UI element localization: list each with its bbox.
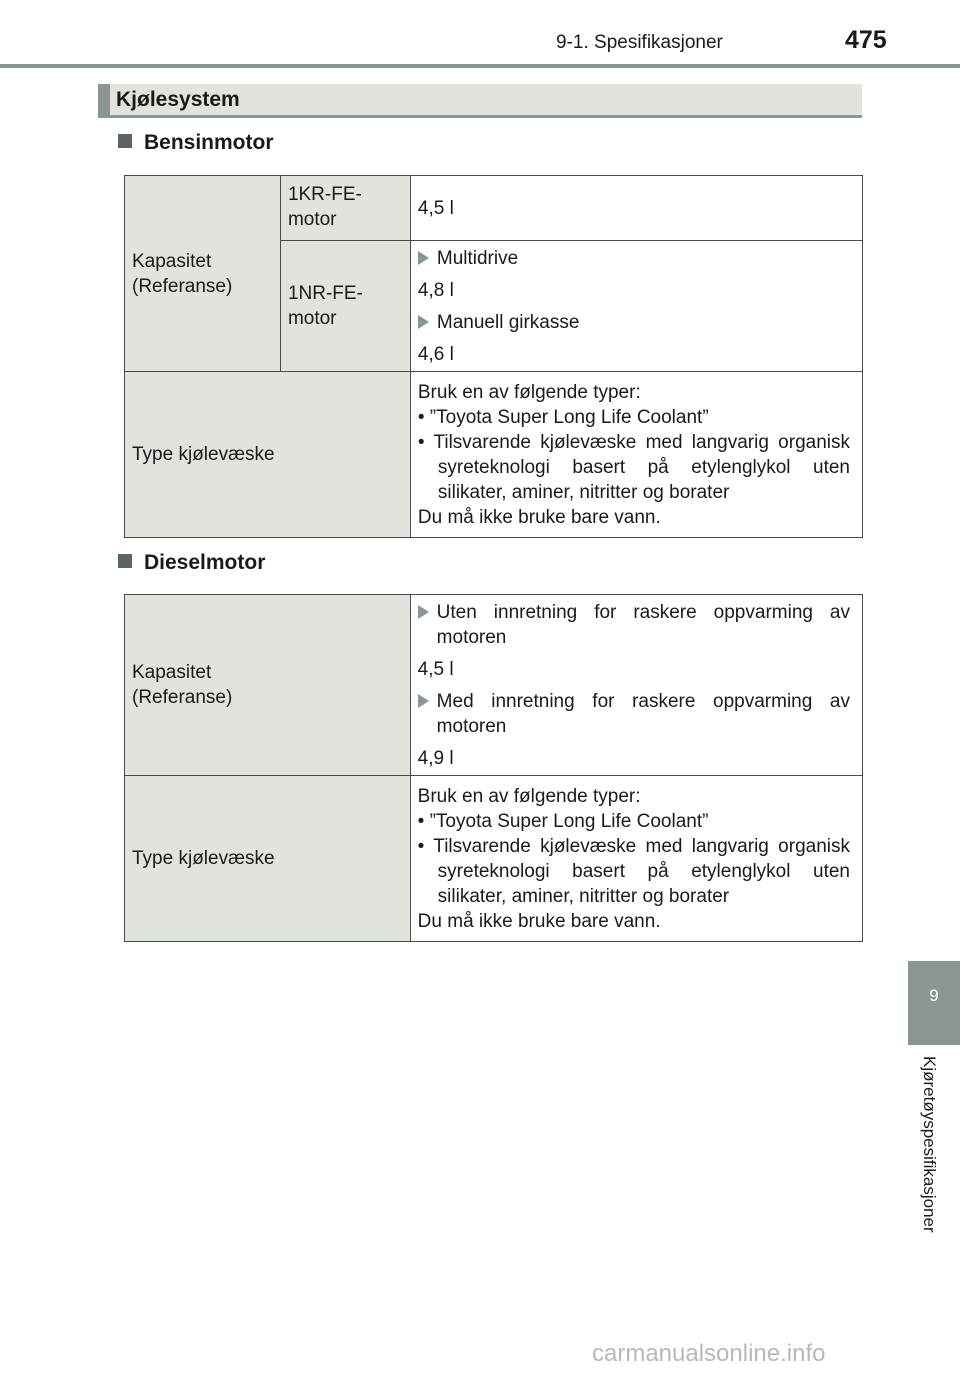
triangle-bullet-icon [418,694,429,708]
square-bullet-icon [118,554,132,568]
diesel-option-2 [418,689,850,739]
diesel-spec-table [124,594,863,942]
petrol-engine-2-text: 1NR-FE-motor [287,283,363,329]
petrol-type-values [410,372,862,538]
petrol-option-2 [418,310,850,335]
petrol-engine-2-values [410,241,862,372]
petrol-spec-table [124,175,863,538]
diesel-capacity-label-text: Kapasitet (Referanse) [132,662,233,708]
petrol-engine-1-value: 4,5 l [410,176,862,241]
diesel-type-note: Du må ikke bruke bare vann. [417,910,661,932]
header-divider [0,64,960,68]
watermark-text: carmanualsonline.info [592,1340,826,1367]
petrol-engine-1-label [280,176,410,241]
petrol-option-2-text: Manuell girkasse [436,311,580,333]
diesel-value-2: 4,9 l [417,747,454,769]
petrol-option-1 [418,246,850,271]
petrol-capacity-label-text: Kapasitet (Referanse) [132,250,233,297]
diesel-type-label: Type kjølevæske [125,776,411,942]
diesel-option-2-text: Med innretning for raskere oppvarming av motoren [436,690,850,737]
petrol-heading [118,131,274,155]
petrol-type-label: Type kjølevæske [125,372,411,538]
diesel-capacity-label [125,595,411,776]
petrol-type-note: Du må ikke bruke bare vann. [417,506,661,528]
diesel-heading [118,551,265,575]
page-number: 475 [845,26,887,54]
petrol-engine-2-label [280,241,410,372]
square-bullet-icon [118,134,132,148]
petrol-type-intro: Bruk en av følgende typer: [417,381,641,403]
diesel-type-item-1: • ”Toyota Super Long Life Coolant” [417,810,709,832]
petrol-engine-1-text: 1KR-FE-motor [287,184,362,230]
diesel-option-1 [418,600,850,650]
chapter-tab-label: Kjøretøyspesifikasjoner [920,1056,939,1233]
triangle-bullet-icon [418,251,429,265]
petrol-value-1: 4,8 l [417,279,454,301]
diesel-value-1: 4,5 l [417,658,454,680]
diesel-option-1-text: Uten innretning for raskere oppvarming av motoren [436,601,850,648]
section-bar-accent [98,84,110,118]
petrol-heading-text: Bensinmotor [144,131,274,154]
petrol-value-2: 4,6 l [417,343,454,365]
diesel-type-item-2: • Tilsvarende kjølevæske med langvarig organisk syreteknologi basert på etylenglykol uten silikater, aminer, nitritter og borater [417,835,850,907]
chapter-tab: 9 [908,961,960,1045]
triangle-bullet-icon [418,315,429,329]
petrol-type-item-2: • Tilsvarende kjølevæske med langvarig organisk syreteknologi basert på etylenglykol uten silikater, aminer, nitritter og borater [417,431,850,503]
petrol-type-item-1: • ”Toyota Super Long Life Coolant” [417,406,709,428]
diesel-type-intro: Bruk en av følgende typer: [417,785,641,807]
petrol-option-1-text: Multidrive [436,247,519,269]
header-section-title: 9-1. Spesifikasjoner [556,32,723,53]
triangle-bullet-icon [418,605,429,619]
diesel-type-values [410,776,862,942]
petrol-capacity-label [125,176,281,372]
diesel-capacity-values [410,595,862,776]
diesel-heading-text: Dieselmotor [144,551,266,574]
section-title: Kjølesystem [116,88,240,111]
section-title-bar [98,84,862,118]
